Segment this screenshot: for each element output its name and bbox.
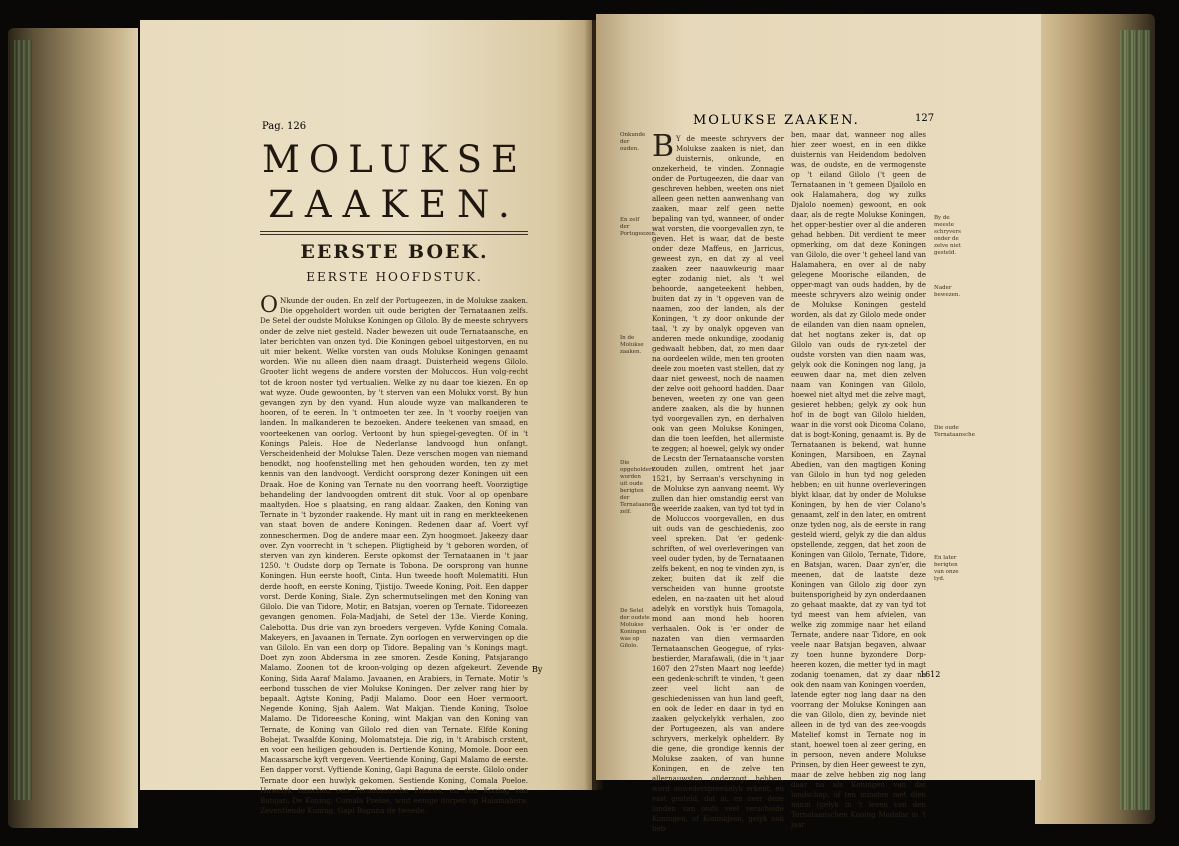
right-catchword: 1612	[920, 670, 941, 679]
title-rule-bottom	[260, 234, 528, 235]
right-drop-cap: B	[652, 129, 675, 164]
margin-note: In de Molukse zaaken.	[620, 335, 644, 355]
right-column-1-text: Y de meeste schryvers der Molukse zaaken is niet, dan duisternis, onkunde, en onzekerheid, te vinden. Zonnagie onder de Portugeezen, die daar van geschreven hebben, weeten ons niet alleen geen netten aanwenhang van zaaken, maar zelf geen nette bepaling van tyd, wanneer, of onder wat vorsten, die voorgevallen zyn, te geven. Het is waar, dat de beste onder deze Maffeus, en Jarricus, geweest zyn, en dat zy al veel zaaken zeer naauwkeurig maar egter zodanig niet, als 't wel behoorde, aangeteekent hebben, buiten dat zy in 't opgeven van de naamen, zoo der landen, als der Koningen, 't zy door onkunde der taal, 't zy by onalyk opgeven van anderen mede onkundige, zoodanig gedwaalt hebben, dat, zo men daar na oordeelen wilde, men ten grooten deele zou moeten vast stellen, dat zy daar niet geweest, noch de naamen der zelve ooit gehoord hadden. Daar beneven, weeten zy one van geen andere zaaken, als die by hunnen tyd voorgevallen zyn, en derhalven ook van geen Molukse Koningen, dan die toen leefden, het allermiste te zeggen; al hoewel, gelyk wy onder de Lecstn der Ternataansche vorsten zouden zullen, omtrent het jaar 1521, by Serraan's verschyning in de Molukse zyn aanvang neemt. Wy zullen dan hier omstandig eerst van de weerlde zaaken, van tyd tot tyd in de Moluccos voorgevallen, en dus uit ouds van de geschiedenis, zoo veel spreken. Dat 'er gedenk-schriften, of wel overleveringen van veel ouder tyden, by de Ternataanen zelfs bekent, en nog te vinden zyn, is zeker, buiten dat ik zelf die verscheiden van hunne grootste edelen, en na-zaaten uit het aloud adelyk en vorstlyk huis Tomagola, mond aan mond heb hooren verhaalen. Ook is 'er onder de nazaten van dien vermaarden Ternataanschen Geogegue, of ryks-bestierder, Marafawali, (die in 't jaar 1607 den 27sten Maart nog leefde) een gedenk-schrift te vinden, 't geen zeer veel licht aan de geschiedenissen van hun land geeft, en ook de Ieder en daar in tyd en zaaken gelyckelykk verhalen, zoo der Portugeezen, als van andere schryvers, merkelyk ophelderr. By die gene, die grondige kennis der Molukse zaaken, of van hunne Koningen, en de zelve ten allernauwsten onderzogt hebben, word onwederspreekelyk erkent, en vast gesteld, dat in, en over deze landen van ouds veel verscheide Koningen, of Koninkjesn, gelyk ook heb-	[652, 135, 784, 833]
right-column-1	[652, 129, 784, 834]
left-marbled-edge	[14, 40, 32, 800]
title-line-2: ZAAKEN.	[268, 183, 521, 226]
left-page-number: Pag. 126	[262, 121, 307, 132]
left-drop-cap: O	[260, 293, 279, 318]
margin-note: En later berigten van onze tyd.	[934, 555, 959, 582]
margin-note: De Setel der oudste Molukse Koningen was op Gilolo.	[620, 608, 650, 649]
left-body-text: Nkunde der ouden. En zelf der Portugeezen, in de Molukse zaaken. Die opgeholdert worden uit oude berigten der Ternataanen zelfs. De Setel der oudste Molukse Koningen op Gilolo. By de meeste schryvers onder de zelve niet gesteld. Nader bewezen uit oude Ternataansche, en later berichten van onzen tyd. Die Koningen geboel uitgestorven, en nu uit mier bekent. Welke vorsten van ouds Molukse Koningen genaamt worden. Wie nu alleen dien naam draagt. Duisterheid wegens Gilolo. Grooter licht wegens de andere vorsten der Moluccos. Hun volg-recht tot de kroon noster tyd vertualien. Welke zy nu daar toe kiezen. En op wat wyze. Oude gewoonten, by 't sterven van een Molukx vorst. By hun gevangen zyn by den vyand. Hun aloude wyze van malkanderen te hooren, of te eeren. In 't ontmoeten ter zee. In 't voorby roeijen van landen. In malkanderen te bezoeken. Andere teekenen van smaad, en voorteekenen van oorlog. Vertoont by hun spiegel-gevegten. Of in 't Konings Paleis. Hoe de Nederlanse landvoogd hun onfangt. Verscheidenheid der Molukse Talen. Deze verschen mogen van niemand benodkt, nog hoofenstelling met hen gehouden worden, ten zy met kennis van den landvoogt. Verdicht oorsprong dezer Koningen uit een Draak. Hoe de Koning van Ternate nu den voorrang heeft. Voorzigtige behandeling der landvoogden omtrent dit stuk. Voor al op openbare maaltyden. Hoe s plaatsing, en rang aldaar. Zaaken, den Koning van Ternate in 't byzonder raakende. Hy mant uit in rang en merkteekenen van staat boven de andere Koningen. Redenen daar af. Voert vyf zonneschermen. Dog de andere maar een. Zyn hoogmoet. Jakeezy daar over. Zyn voorrecht in 't schepen. Pligtigheid by 't geboren worden, of sterven van zyn kinderen. Eerste opkomst der Ternataanen in 't jaar 1250. 't Oudste dorp op Ternate is Tobona. De oorsprong van hunne Koningen. Hun eerste hooft, Cinta. Hun tweede hooft Molematiti. Hun derde hooft, en eerste Koning, Tjistijo. Tweede Koning, Poit. Een dapper vorst. Derde Koning, Siale. Zyn schermutselingen met den Koning van Gilolo. Die van Tidore, Motir, en Batsjan, voeren op Ternate. Tidoreezen gevangen genomen. Fola-Madjahi, de Setel der 13e. Vierde Koning, Calebotta. Dus drie van zyn broeders vergeven. Vyfde Koning Comala. Makeyers, en Javaanen in Ternate. Zyn oorlogen en verwervingen op die van Gilolo. En van een dorp op Tidore. Bepaling van 's Konings magt. Doet zyn zoon Abdersma in zee smoren. Zesde Koning, Patsjarango Malamo. Zoonen tot de kroon-volging op dezen afgekeurt. Zevende Koning, Sida Aaraf Malamo. Javaanen, en Arabiers, in Ternate. Motir 's eerbond tusschen de vier Molukse Koningen. Der zelver rang hier by bepaalt. Agtste Koning, Padji Malamo. Door een Hoer vermoort. Negende Koning, Sjah Aalem. Wat Makjan. Tiende Koning, Tsoloe Malamo. De Tidoreesche Koning, wint Makjan van den Koning van Ternate, de Koning van Gilolo red dien van Ternate. Elfde Koning Bohejat. Twaalfde Koning, Molomatsteja. Die zig, in 't Arabisch crstent, en voor een heiligen gehouden is. Dertiende Koning, Momole. Door een Macassarsche kyft vergeven. Veertiende Koning, Gapi Malamo de eerste. Een dapper vorst. Vyftiende Koning, Gapi Baguna de eerste. Gilolo onder Ternate door een huwlyk gekomen. Sestiende Koning, Comala Poeloe. Huwelyk tusschen een Ternataansche Princes, en den Koning van Batsjan. De Koning, Comala Poeloe, wint eenige dorpen op Halamahera. Zeventiende Koning, Gapi Baguna de tweede.	[260, 296, 528, 816]
title-rule-top	[260, 231, 528, 232]
margin-note: Onkunde der ouden.	[620, 132, 646, 152]
book-title: EERSTE BOEK.	[300, 241, 489, 263]
right-column-2	[791, 130, 926, 830]
margin-note: Die opgeholdert worden uit oude berigten der Ternataanen zelf.	[620, 460, 656, 515]
chapter-title: EERSTE HOOFDSTUK.	[306, 270, 483, 284]
title-line-1: MOLUKSE	[262, 138, 527, 181]
left-page-summary-text	[260, 293, 528, 816]
right-marbled-edge	[1120, 30, 1150, 810]
right-column-2-text: ben, maar dat, wanneer nog alles hier zeer woest, en in een dikke duisternis van Heidendom bedolven was, de oudste, en de vermogenste op 't eiland Gilolo ('t geen de Ternataanen in 't gemeen Djailolo en ook Halamahera, dog wy zulks Djalolo noemen) gewoont, en ook daar, als de regte Molukse Koningen, het opper-bestier over al die anderen gehad hebben. Dit verdient te meer opmerking, om dat deze Koningen van Gilolo, die over 't geheel land van Halamahera, en over al de naby gelegene Moorische eilanden, de opper-magt van ouds hadden, by de meeste schryvers alzo weinig onder de Molukse Koningen gesteld worden, als dat zy Gilolo mede onder de eilanden van dien naam opnelen, dat het nogtans zeker is, dat op Gilolo van ouds de ryx-zetel der oudste vorsten van dien naam was, gelyk ook die Koningen nog lang, ja eeuwen daar na, met dien zelven naam van Koningen van Gilolo, hoewel niet altyd met die zelve magt, gesieret hebben; gelyk zy ook hun hof in de bogt van Gilolo hielden, waar in die vorst ook Dicoma Colano, dat is bogt-Koning, genaamt is. By de Ternataanen is bekend, wat hunne Koningen, Marsiboen, en Zaynal Abedien, van den magtigen Koning van Gilolo in hun tyd nog geleden hebben; en uit hunne overleveringen blykt klaar, dat by onder de Molukse Koningen, by hen de vier Colano's genaamt, zelf in den later, en omtrent onze tyden nog, als de eerste in rang gesteld wierd, gelyk zy die dan aldus opstellende, zeggen, dat het zoon de Koningen van Gilolo, Ternate, Tidore, en Batsjan, waren. Daar zyn'er, die meenen, dat de laatste deze Koningen van Gilolo zig door zyn buitensporigheid by zyn onderdaanen zo gehaat maakte, dat zy van tyd tot tyd meest van hem afvielen, van welke zig zommige naar het eiland Ternate, andere naar Tidore, en ook veele naar Batsjan begaven, alwaar zy toen hunne byzondere Dorp-heeren kozen, die metter tyd in magt zodanig toenamen, dat zy daar na ook den naam van Koningen voerden, latende egter nog lang daar na den voorrang der Molukse Koningen aan die van Gilolo, dien zy, bevinde niet alleen in de tyd van des zee-voogds Matelief komst in Ternate nog in stant, hoewel toen al zeer gering, en in persoon, neven andere Molukse Prinsen, by dien Heer geweest te zyn, maar de zelve hebben zig nog lang daar na als Koningen van dat landschap, of ten minsten met dien naam (gelyk in 't leven van den Ternataanschen Koning Modafar in 't jaar	[791, 131, 926, 829]
margin-note: Die oude Ternataansche	[934, 425, 975, 438]
margin-note: Nader bewezen.	[934, 285, 961, 298]
margin-note: En zelf der Portugeezen.	[620, 217, 657, 237]
margin-note: By de meeste schryvers onder de zelve niet gesteld.	[934, 215, 961, 256]
right-page-number: 127	[915, 113, 935, 124]
left-catchword: By	[532, 665, 543, 674]
right-running-header: MOLUKSE ZAAKEN.	[693, 113, 860, 128]
